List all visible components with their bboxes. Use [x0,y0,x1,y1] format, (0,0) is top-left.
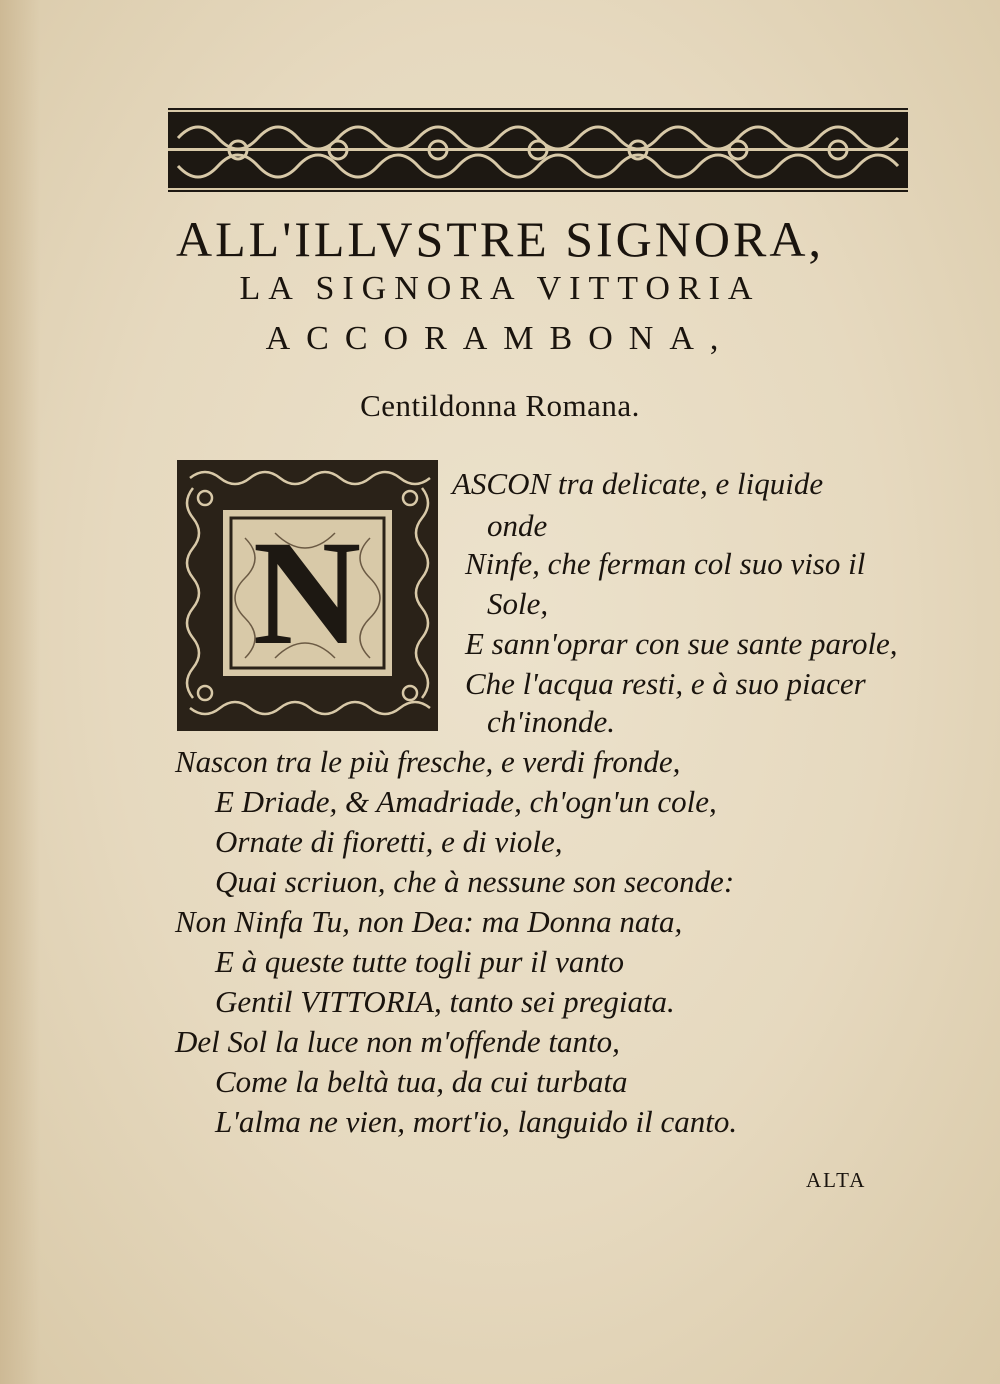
verse-line: Quai scriuon, che à nessune son seconde: [215,864,735,899]
dedication-line-2: LA SIGNORA VITTORIA [239,270,761,307]
dedication-line-1: ALL'ILLVSTRE SIGNORA, [176,211,824,267]
verse-line: Nascon tra le più fresche, e verdi fronde, [175,744,681,779]
verse-line: Come la beltà tua, da cui turbata [215,1064,628,1099]
verse-line: Sole, [487,586,549,621]
initial-letter: N [252,510,362,676]
verse-line: Ninfe, che ferman col suo viso il [465,546,866,581]
page-gutter-shadow [0,0,40,1384]
verse-line: L'alma ne vien, mort'io, languido il canto. [215,1104,738,1139]
headpiece-ornament-graphic [168,108,908,192]
catchword: ALTA [806,1168,867,1192]
verse-line: Gentil VITTORIA, tanto sei pregiata. [215,984,675,1019]
verse-line: E Driade, & Amadriade, ch'ogn'un cole, [215,784,717,819]
verse-line: ch'inonde. [487,704,616,739]
dedication-line-4: Centildonna Romana. [360,388,640,423]
verse-line: Non Ninfa Tu, non Dea: ma Donna nata, [175,904,683,939]
verse-line: onde [487,508,548,543]
headpiece-ornament [168,108,908,192]
verse-line: Che l'acqua resti, e à suo piacer [465,666,866,701]
verse-line: Del Sol la luce non m'offende tanto, [175,1024,620,1059]
decorated-initial [175,458,440,733]
dedication-line-3: ACCORAMBONA, [265,320,735,357]
verse-line: Ornate di fioretti, e di viole, [215,824,563,859]
verse-line: E à queste tutte togli pur il vanto [215,944,624,979]
verse-line: ASCON tra delicate, e liquide [452,466,824,501]
verse-line: E sann'oprar con sue sante parole, [465,626,898,661]
decorated-initial-graphic [175,458,440,733]
